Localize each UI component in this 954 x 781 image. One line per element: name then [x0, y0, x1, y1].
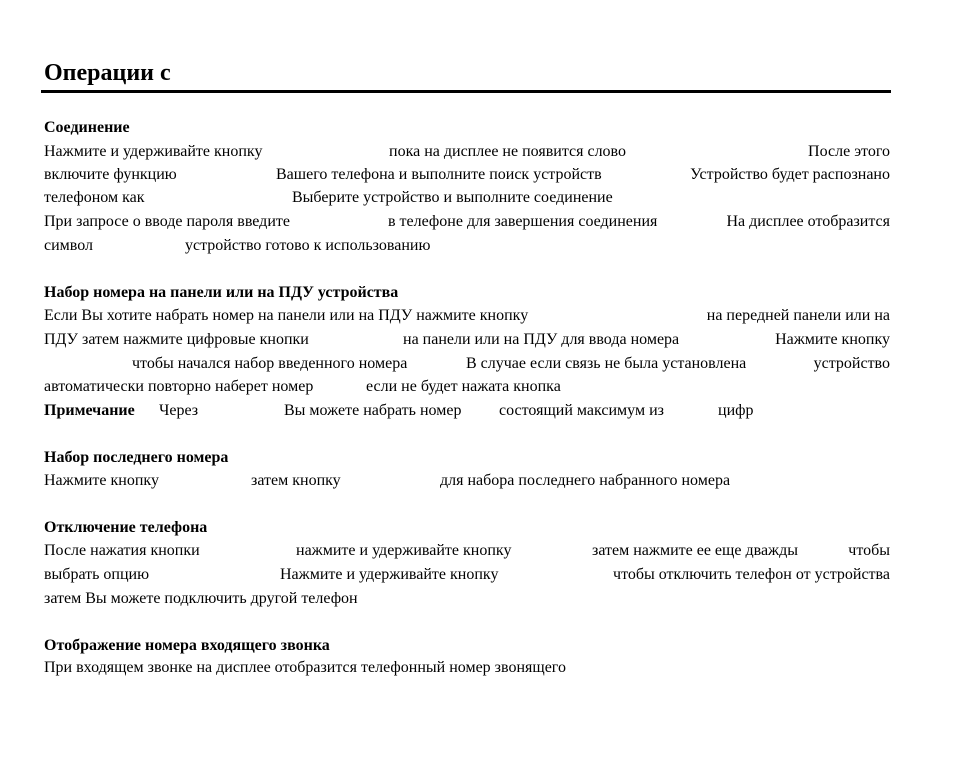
text-fragment: Выберите устройство и выполните соединение: [292, 189, 613, 206]
text-fragment: Через: [159, 402, 199, 419]
text-fragment: При входящем звонке на дисплее отобразится телефонный номер звонящего: [44, 659, 566, 676]
text-fragment: затем нажмите ее еще дважды: [592, 542, 798, 559]
text-fragment: на панели или на ПДУ для ввода номера: [403, 331, 680, 348]
text-fragment: для набора последнего набранного номера: [440, 472, 731, 489]
text-fragment: Нажмите кнопку: [775, 331, 890, 348]
note-label: Примечание: [44, 402, 135, 419]
text-fragment: если не будет нажата кнопка: [366, 378, 561, 395]
text-fragment: Устройство будет распознано: [690, 166, 890, 183]
text-fragment: Нажмите кнопку: [44, 472, 159, 489]
text-fragment: пока на дисплее не появится слово: [389, 143, 626, 160]
page-title: Операции с: [44, 60, 171, 86]
text-fragment: чтобы начался набор введенного номера: [132, 355, 408, 372]
text-fragment: Вашего телефона и выполните поиск устройств: [276, 166, 602, 183]
text-fragment: автоматически повторно наберет номер: [44, 378, 314, 395]
text-fragment: затем кнопку: [251, 472, 341, 489]
text-fragment: нажмите и удерживайте кнопку: [296, 542, 512, 559]
text-fragment: символ: [44, 237, 94, 254]
heading-text: Набор последнего номера: [44, 449, 229, 466]
text-fragment: устройство: [813, 355, 890, 372]
disconnect-line-1: [44, 540, 890, 562]
text-fragment: В случае если связь не была установлена: [466, 355, 747, 372]
text-fragment: чтобы: [848, 542, 890, 559]
text-fragment: телефоном как: [44, 189, 145, 206]
connection-line-1: [44, 141, 890, 163]
section-heading-connection: [44, 117, 890, 139]
text-fragment: цифр: [718, 402, 754, 419]
section-heading-redial: [44, 447, 890, 469]
panel-dial-line-4: [44, 376, 890, 398]
section-heading-panel-dial: [44, 282, 890, 304]
heading-text: Отображение номера входящего звонка: [44, 637, 330, 654]
text-fragment: выбрать опцию: [44, 566, 150, 583]
connection-line-3: [44, 187, 890, 209]
text-fragment: чтобы отключить телефон от устройства: [613, 566, 890, 583]
caller-id-line-1: [44, 657, 890, 679]
text-fragment: После этого: [808, 143, 890, 160]
panel-dial-line-3: [44, 353, 890, 375]
text-fragment: устройство готово к использованию: [185, 237, 431, 254]
panel-dial-line-1: [44, 305, 890, 327]
disconnect-line-3: [44, 588, 890, 610]
heading-text: Соединение: [44, 119, 130, 136]
section-heading-disconnect: [44, 517, 890, 539]
text-fragment: на передней панели или на: [706, 307, 890, 324]
text-fragment: ПДУ затем нажмите цифровые кнопки: [44, 331, 309, 348]
connection-line-5: [44, 235, 890, 257]
text-fragment: При запросе о вводе пароля введите: [44, 213, 290, 230]
text-fragment: На дисплее отобразится: [726, 213, 890, 230]
text-fragment: После нажатия кнопки: [44, 542, 200, 559]
connection-line-2: [44, 164, 890, 186]
text-fragment: затем Вы можете подключить другой телефон: [44, 590, 358, 607]
text-fragment: включите функцию: [44, 166, 177, 183]
disconnect-line-2: [44, 564, 890, 586]
panel-dial-note: [44, 400, 890, 422]
text-fragment: в телефоне для завершения соединения: [388, 213, 658, 230]
text-fragment: Нажмите и удерживайте кнопку: [44, 143, 263, 160]
text-fragment: состоящий максимум из: [499, 402, 664, 419]
text-fragment: Вы можете набрать номер: [284, 402, 462, 419]
redial-line-1: [44, 470, 890, 492]
text-fragment: Если Вы хотите набрать номер на панели или на ПДУ нажмите кнопку: [44, 307, 529, 324]
heading-text: Отключение телефона: [44, 519, 208, 536]
connection-line-4: [44, 211, 890, 233]
title-underline: [41, 90, 891, 93]
section-heading-caller-id: [44, 635, 890, 657]
heading-text: Набор номера на панели или на ПДУ устройства: [44, 284, 399, 301]
text-fragment: Нажмите и удерживайте кнопку: [280, 566, 499, 583]
panel-dial-line-2: [44, 329, 890, 351]
